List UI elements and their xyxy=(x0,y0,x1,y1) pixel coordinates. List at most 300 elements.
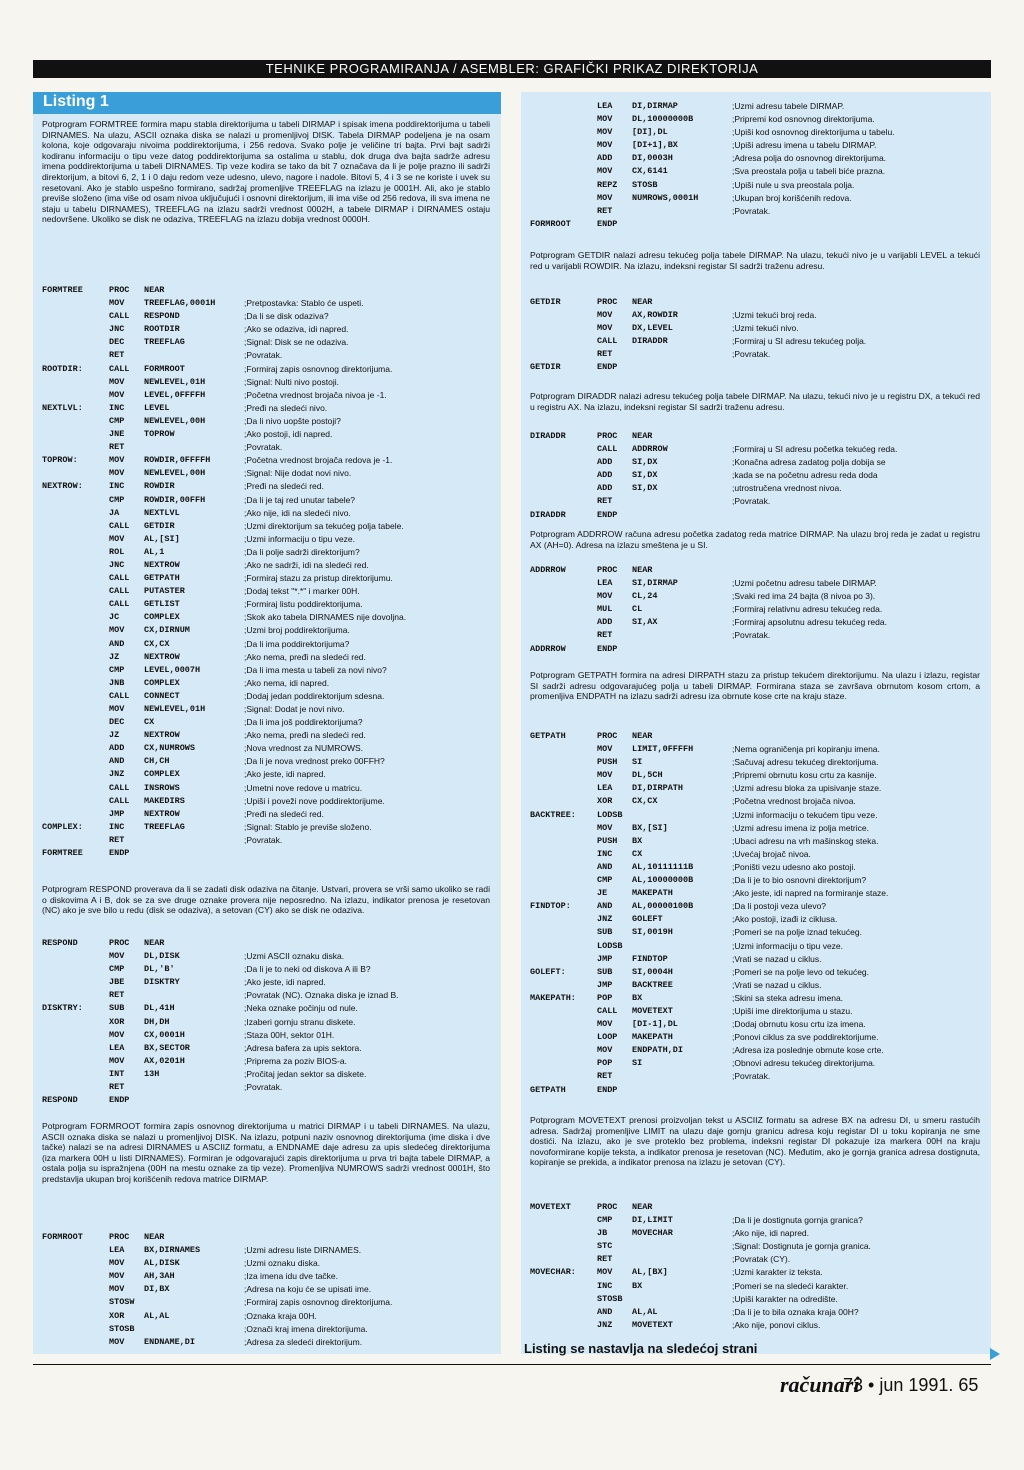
code-operand: AL,AL xyxy=(144,1310,170,1321)
code-label: GETPATH xyxy=(530,731,566,741)
code-line xyxy=(42,1029,492,1042)
code-opcode: CALL xyxy=(109,795,130,806)
code-comment: ;Uzmi adresu bloka za upisivanje staze. xyxy=(732,783,882,794)
code-label: NEXTROW: xyxy=(42,481,83,492)
code-comment: ;Povratak. xyxy=(244,442,283,453)
code-opcode: STOSB xyxy=(109,1323,135,1334)
code-line xyxy=(530,887,982,900)
code-operand: LIMIT,0FFFFH xyxy=(632,744,694,755)
code-comment: ;Formiraj u SI adresu tekućeg polja. xyxy=(732,336,867,347)
code-comment: ;Povratak. xyxy=(732,630,771,641)
code-comment: ;Da li je nova vrednost preko 00FFH? xyxy=(244,756,385,767)
code-label: DIRADDR xyxy=(530,431,566,441)
code-operand: CX,CX xyxy=(144,638,170,649)
code-operand: SI,DX xyxy=(632,470,658,481)
code-comment: ;Pripremi obrnutu kosu crtu za kasnije. xyxy=(732,770,877,781)
code-line xyxy=(42,1016,492,1029)
code-line xyxy=(42,677,492,690)
code-operand: CX,NUMROWS xyxy=(144,743,196,754)
code-comment: ;Adresa bafera za upis sektora. xyxy=(244,1042,362,1053)
code-line xyxy=(530,1018,982,1031)
code-line xyxy=(42,297,492,310)
code-label: NEXTLVL: xyxy=(42,402,83,413)
code-opcode: XOR xyxy=(109,1310,125,1321)
code-operand: AX,0201H xyxy=(144,1055,185,1066)
code-line xyxy=(42,310,492,323)
code-opcode: INC xyxy=(109,402,125,413)
code-operand: CX,0001H xyxy=(144,1029,185,1040)
code-comment: ;Signal: Dostignuta je gornja granica. xyxy=(732,1241,871,1252)
code-opcode: POP xyxy=(597,992,613,1003)
code-comment: ;Nova vrednost za NUMROWS. xyxy=(244,743,364,754)
code-opcode: ADD xyxy=(597,483,613,494)
code-operand: CX,6141 xyxy=(632,166,668,177)
code-label: GETDIR xyxy=(530,362,561,373)
code-opcode: JA xyxy=(109,507,120,518)
code-opcode: SUB xyxy=(597,966,613,977)
code-line xyxy=(42,533,492,546)
code-opcode: LEA xyxy=(109,1245,125,1256)
code-line xyxy=(530,1240,982,1253)
code-opcode: JC xyxy=(109,612,120,623)
code-line xyxy=(530,430,982,443)
code-line xyxy=(530,743,982,756)
code-opcode: CALL xyxy=(109,573,130,584)
code-opcode: MOV xyxy=(597,310,613,321)
code-comment: ;Početna vrednost brojača nivoa je -1. xyxy=(244,389,387,400)
code-opcode: INC xyxy=(109,481,125,492)
code-opcode: MOV xyxy=(109,1055,125,1066)
code-comment: ;Adresa za sledeći direktorijum. xyxy=(244,1336,363,1347)
code-operand: BX,DIRNAMES xyxy=(144,1245,201,1256)
code-comment: ;Uzmi informaciju o tipu veze. xyxy=(244,533,356,544)
code-line xyxy=(530,509,982,522)
code-opcode: CALL xyxy=(109,311,130,322)
code-line xyxy=(530,769,982,782)
paragraph-respond: Potprogram RESPOND proverava da li se zadati disk odaziva na čitanje. Ustvari, provera se vrši samo ukoliko se radi o diskovima A i B, dok se za sve druge oznake provera nije neposredno. Na izlazu, indikator prenosa je resetovan (NC) ako je sve bilo u redu (disk se odaziva), a setovan (CY) ako se disk ne odaziva. xyxy=(42,884,490,916)
code-operand: CX xyxy=(144,717,155,728)
code-line xyxy=(42,572,492,585)
code-operand: LEVEL,0FFFFH xyxy=(144,389,206,400)
code-comment: ;Nema ograničenja pri kopiranju imena. xyxy=(732,744,880,755)
code-operand: DI,DIRMAP xyxy=(632,101,678,111)
code-operand: ENDNAME,DI xyxy=(144,1336,196,1347)
code-comment: ;Formiraj u SI adresu početka tekućeg reda. xyxy=(732,444,898,455)
code-line xyxy=(42,834,492,847)
code-line xyxy=(42,323,492,336)
code-comment: ;Povratak. xyxy=(244,834,283,845)
code-block-diraddr xyxy=(530,430,982,522)
code-line xyxy=(42,1002,492,1015)
code-label: MAKEPATH: xyxy=(530,992,576,1003)
code-opcode: MOV xyxy=(109,376,125,387)
code-line xyxy=(42,467,492,480)
code-comment: ;Da li polje sadrži direktorijum? xyxy=(244,546,360,557)
code-label: MOVECHAR: xyxy=(530,1267,576,1278)
code-comment: ;Da li je to neki od diskova A ili B? xyxy=(244,964,371,975)
code-line xyxy=(530,456,982,469)
code-line xyxy=(42,598,492,611)
code-opcode: PUSH xyxy=(597,757,618,768)
code-opcode: STC xyxy=(597,1241,613,1252)
code-opcode: JNC xyxy=(109,559,125,570)
code-comment: ;Formiraj zapis osnovnog direktorijuma. xyxy=(244,363,393,374)
code-line xyxy=(42,559,492,572)
code-comment: ;Da li je to bio osnovni direktorijum? xyxy=(732,875,867,886)
code-line xyxy=(530,730,982,743)
code-opcode: RET xyxy=(597,1071,613,1082)
code-opcode: JZ xyxy=(109,651,120,662)
code-operand: STOSB xyxy=(632,179,658,190)
paragraph-getpath: Potprogram GETPATH formira na adresi DIRPATH stazu za pristup tekućem direktorijumu. Na ulazu i izlazu, registar SI sadrži adresu odgovarajućeg polja u tabeli DIRMAP. Formirana staza se završava obrnutom kosom crtom, a promenljiva ENDPATH na izlazu sadrži adresu iza obrnute kose crte na kraju staze. xyxy=(530,670,980,702)
code-opcode: JNZ xyxy=(597,1319,613,1330)
code-opcode: PROC xyxy=(597,1202,618,1212)
code-comment: ;Konačna adresa zadatog polja dobija se xyxy=(732,457,886,468)
code-opcode: MOV xyxy=(597,127,613,138)
code-line xyxy=(530,100,982,113)
code-line xyxy=(530,756,982,769)
code-operand: AH,3AH xyxy=(144,1271,175,1282)
code-comment: ;Formiraj relativnu adresu tekućeg reda. xyxy=(732,604,883,615)
code-opcode: MOV xyxy=(597,744,613,755)
code-opcode: PROC xyxy=(597,565,618,575)
code-comment: ;Upiši i poveži nove poddirektorijume. xyxy=(244,795,385,806)
code-opcode: INC xyxy=(109,821,125,832)
code-operand: COMPLEX xyxy=(144,612,180,623)
code-operand: DI,DIRPATH xyxy=(632,783,684,794)
continue-note: Listing se nastavlja na sledećoj strani xyxy=(524,1341,758,1356)
code-line xyxy=(42,507,492,520)
code-comment: ;Dodaj obrnutu kosu crtu iza imena. xyxy=(732,1019,866,1030)
code-line xyxy=(530,590,982,603)
code-operand: RESPOND xyxy=(144,311,180,322)
code-comment: ;Signal: Disk se ne odaziva. xyxy=(244,337,349,348)
code-label: COMPLEX: xyxy=(42,821,83,832)
paragraph-formroot: Potprogram FORMROOT formira zapis osnovnog direktorijuma u matrici DIRMAP i u tabeli DIRNAMES. Na ulazu, ASCII oznaka diska se nalazi u promenljivoj DISK. Na izlazu, potpuni naziv osnovnog direktorijuma (ime diska i dve tačke) nalazi se na adresi DIRNAMES u ASCIIZ formatu, a ENDNAME daje adresu za upis sledećeg direktorijuma (iza markera 00H u listi DIRNAMES). Formiran je odgovarajući zapis direktorijuma u prva tri bajta tabele DIRMAP, a ostala polja su ispražnjena (00H na mestu oznake za tip veze). Promenljiva NUMROWS sadrži vrednost 0001H, što predstavlja ukupan broj korišćenih redova matrice DIRMAP. xyxy=(42,1121,490,1184)
code-operand: BX,[SI] xyxy=(632,822,668,833)
code-comment: ;Adresa iza poslednje obrnute kose crte. xyxy=(732,1045,884,1056)
code-line xyxy=(42,976,492,989)
code-comment: ;Da li ima poddirektorijuma? xyxy=(244,638,350,649)
code-comment: ;Povratak. xyxy=(244,350,283,361)
code-operand: AL,AL xyxy=(632,1306,658,1317)
code-line xyxy=(42,716,492,729)
code-operand: NEAR xyxy=(144,938,165,948)
code-label: GOLEFT: xyxy=(530,966,566,977)
code-comment: ;Uzmi informaciju o tekućem tipu veze. xyxy=(732,809,878,820)
code-operand: SI xyxy=(632,1058,643,1069)
code-opcode: MOV xyxy=(597,166,613,177)
code-line xyxy=(530,1057,982,1070)
code-comment: ;Formiraj stazu za pristup direktorijumu. xyxy=(244,573,393,584)
code-line xyxy=(530,822,982,835)
code-opcode: CMP xyxy=(109,964,125,975)
code-label: FORMTREE xyxy=(42,285,83,295)
code-line xyxy=(530,874,982,887)
code-label: BACKTREE: xyxy=(530,809,576,820)
magazine-logo: računari xyxy=(780,1372,860,1397)
code-operand: CH,CH xyxy=(144,756,170,767)
code-opcode: RET xyxy=(109,990,125,1001)
code-comment: ;Uzmi tekući nivo. xyxy=(732,323,799,334)
code-comment: ;Signal: Stablo je previše složeno. xyxy=(244,821,372,832)
code-line xyxy=(530,1044,982,1057)
code-opcode: CMP xyxy=(597,1215,613,1226)
code-line xyxy=(42,1310,492,1323)
code-line xyxy=(530,309,982,322)
code-operand: NEWLEVEL,00H xyxy=(144,415,206,426)
code-comment: ;Da li je to bila oznaka kraja 00H? xyxy=(732,1306,859,1317)
code-operand: LEVEL,0007H xyxy=(144,664,201,675)
code-comment: ;Ako nije, ponovi ciklus. xyxy=(732,1319,821,1330)
code-line xyxy=(42,1296,492,1309)
code-comment: ;Ako jeste, idi napred. xyxy=(244,769,326,780)
code-line xyxy=(42,624,492,637)
code-line xyxy=(42,454,492,467)
code-comment: ;Signal: Nije dodat novi nivo. xyxy=(244,468,352,479)
code-line xyxy=(530,139,982,152)
code-line xyxy=(42,782,492,795)
code-operand: DH,DH xyxy=(144,1016,170,1027)
code-opcode: JNE xyxy=(109,429,125,440)
code-block-getpath xyxy=(530,730,982,1097)
code-line xyxy=(42,1068,492,1081)
code-line xyxy=(42,363,492,376)
listing-banner xyxy=(33,92,501,114)
code-line xyxy=(42,546,492,559)
code-line xyxy=(42,520,492,533)
code-opcode: MOV xyxy=(597,192,613,203)
code-opcode: MOV xyxy=(109,1258,125,1269)
code-line xyxy=(42,1257,492,1270)
code-line xyxy=(42,402,492,415)
code-line xyxy=(530,1227,982,1240)
code-block-addrrow xyxy=(530,564,982,656)
code-opcode: MOV xyxy=(109,625,125,636)
paragraph-diraddr: Potprogram DIRADDR nalazi adresu tekućeg polja tabele DIRMAP. Na ulazu, tekući nivo je u registru DX, a tekući red u registru AX. Na izlazu, indeksni registar SI sadrži traženu adresu. xyxy=(530,391,980,412)
code-opcode: JNZ xyxy=(109,769,125,780)
code-comment: ;Da li se disk odaziva? xyxy=(244,311,329,322)
code-operand: COMPLEX xyxy=(144,769,180,780)
code-operand: CL xyxy=(632,604,643,615)
code-comment: ;Obnovi adresu tekućeg direktorijuma. xyxy=(732,1058,876,1069)
code-comment: ;Pređi na sledeći nivo. xyxy=(244,402,328,413)
code-opcode: POP xyxy=(597,1058,613,1069)
code-opcode: JE xyxy=(597,888,608,899)
code-comment: ;Uzmi karakter iz teksta. xyxy=(732,1267,823,1278)
code-opcode: MOV xyxy=(109,704,125,714)
code-operand: ROOTDIR xyxy=(144,324,180,335)
code-operand: AX,ROWDIR xyxy=(632,310,678,321)
code-comment: ;Umetni nove redove u matricu. xyxy=(244,782,363,793)
code-comment: ;Signal: Dodat je novi nivo. xyxy=(244,704,345,714)
code-line xyxy=(530,1214,982,1227)
code-line xyxy=(530,179,982,192)
listing-title: Listing 1 xyxy=(43,93,109,110)
code-comment: ;Skini sa steka adresu imena. xyxy=(732,992,844,1003)
code-comment: ;Povratak (NC). Oznaka diska je iznad B. xyxy=(244,990,399,1001)
code-comment: ;Signal: Nulti nivo postoji. xyxy=(244,376,339,387)
code-comment: ;Pročitaj jedan sektor sa diskete. xyxy=(244,1068,367,1079)
code-opcode: JZ xyxy=(109,730,120,741)
code-comment: ;Ako postoji, izađi iz ciklusa. xyxy=(732,914,838,925)
code-opcode: RET xyxy=(597,205,613,216)
code-comment: ;Pretpostavka: Stablo će uspeti. xyxy=(244,298,364,309)
code-comment: ;Ako nema, idi napred. xyxy=(244,677,330,688)
code-comment: ;Da li ima mesta u tabeli za novi nivo? xyxy=(244,664,387,675)
code-opcode: XOR xyxy=(597,796,613,807)
code-line xyxy=(42,1231,492,1244)
code-operand: GOLEFT xyxy=(632,914,663,925)
code-line xyxy=(530,152,982,165)
code-opcode: LODSB xyxy=(597,940,623,951)
code-operand: LEVEL xyxy=(144,402,170,413)
code-operand: BX xyxy=(632,1280,643,1291)
code-line xyxy=(42,389,492,402)
code-comment: ;Oznaka kraja 00H. xyxy=(244,1310,317,1321)
code-line xyxy=(530,1084,982,1097)
code-label: TOPROW: xyxy=(42,455,78,466)
page-info: 73 • jun 1991. 65 xyxy=(843,1375,979,1395)
code-line xyxy=(42,742,492,755)
code-line xyxy=(530,913,982,926)
code-opcode: MOV xyxy=(109,389,125,400)
code-opcode: STOSB xyxy=(597,1293,623,1304)
code-operand: DIRADDR xyxy=(632,336,668,347)
code-comment: ;Početna vrednost brojača redova je -1. xyxy=(244,455,393,466)
code-line xyxy=(42,638,492,651)
code-operand: NEAR xyxy=(144,1232,165,1242)
code-line xyxy=(530,1280,982,1293)
code-comment: ;Pomeri se na polje levo od tekućeg. xyxy=(732,966,870,977)
code-comment: ;Ponovi ciklus za sve poddirektorijume. xyxy=(732,1032,879,1043)
code-operand: MAKEPATH xyxy=(632,888,673,899)
code-operand: CONNECT xyxy=(144,690,180,701)
code-line xyxy=(530,809,982,822)
code-operand: AL,10000000B xyxy=(632,875,694,886)
code-comment: ;Uzmi ASCII oznaku diska. xyxy=(244,951,345,962)
code-operand: ROWDIR,00FFH xyxy=(144,494,206,505)
code-operand: CX,DIRNUM xyxy=(144,625,190,636)
code-comment: ;Povratak. xyxy=(732,205,771,216)
code-operand: CL,24 xyxy=(632,591,658,602)
code-opcode: RET xyxy=(597,630,613,641)
code-line xyxy=(530,577,982,590)
code-opcode: ADD xyxy=(597,457,613,468)
code-opcode: CALL xyxy=(109,599,130,610)
code-line xyxy=(530,1266,982,1279)
code-operand: NEXTROW xyxy=(144,730,180,741)
code-comment: ;Uzmi adresu tabele DIRMAP. xyxy=(732,101,845,111)
code-opcode: MOV xyxy=(597,1267,613,1278)
code-opcode: MOV xyxy=(597,822,613,833)
code-opcode: MOV xyxy=(597,770,613,781)
code-opcode: LODSB xyxy=(597,809,623,820)
code-operand: ENDPATH,DI xyxy=(632,1045,684,1056)
code-opcode: ENDP xyxy=(597,509,618,520)
paragraph-formtree: Potprogram FORMTREE formira mapu stabla direktorijuma u tabeli DIRMAP i spisak imena poddirektorijuma u tabeli DIRNAMES. Na ulazu, ASCII oznaka diska se nalazi u promenljivoj DISK. Tabela DIRMAP podeljena je na osam kolona, koje odgovaraju nivoima poddirektorijuma, i 256 redova. Svako polje je veličine tri bajta. Prvi bajt sadrži kodiranu informaciju o tipu veze datog poddirektorijuma sa ostalima u stablu, dok druga dva bajta sadrže adresu imena poddirektorijuma u tabeli DIRNAMES. Tip veze kodira se tako da bit 7 označava da li je polje prazno ili sadrži direktorijum, a bitovi 6, 2, 1 i 0 daju redom veze udesno, ulevo, nagore i nadole. Bitovi 5, 4 i 3 se ne koriste i uvek su resetovani. Ako je stablo uspešno formirano, sadržaj promenljive TREEFLAG na izlazu je 0001H. Ali, ako je stablo previše složeno (ima više od osam nivoa uključujući i osnovni direktorijum, ili ima više od 256 redova, ili sva imena ne staju u tabelu DIRNAMES), TREEFLAG na izlazu sadrži vrednost 0002H, a tabele DIRMAP i DIRNAMES ostaju nedovršene. Ukoliko se disk ne odaziva, TREEFLAG na izlazu dobija vrednost 0000H. xyxy=(42,119,490,225)
code-opcode: CALL xyxy=(597,444,618,455)
code-comment: ;Ako nije, idi napred. xyxy=(732,1228,810,1239)
code-operand: AL,00000100B xyxy=(632,901,694,912)
code-comment: ;Skok ako tabela DIRNAMES nije dovoljna. xyxy=(244,612,407,623)
code-operand: ROWDIR xyxy=(144,481,175,492)
code-comment: ;Upiši kod osnovnog direktorijuma u tabelu. xyxy=(732,127,895,138)
code-comment: ;Pređi na sledeći red. xyxy=(244,808,324,819)
code-comment: ;Ako ne sadrži, idi na sledeći red. xyxy=(244,559,369,570)
code-comment: ;Izaberi gornju stranu diskete. xyxy=(244,1016,356,1027)
code-opcode: STOSW xyxy=(109,1297,135,1308)
code-comment: ;Da li ima još poddirektorijuma? xyxy=(244,717,363,728)
code-operand: MOVETEXT xyxy=(632,1005,673,1016)
code-opcode: CMP xyxy=(109,415,125,426)
code-line xyxy=(42,1283,492,1296)
code-opcode: LEA xyxy=(597,578,613,589)
code-comment: ;Formiraj listu poddirektorijuma. xyxy=(244,599,363,610)
code-opcode: MOV xyxy=(109,1271,125,1282)
code-comment: ;Uzmi adresu liste DIRNAMES. xyxy=(244,1245,362,1256)
code-comment: ;Da li je taj red unutar tabele? xyxy=(244,494,356,505)
code-line xyxy=(42,1055,492,1068)
code-operand: TREEFLAG xyxy=(144,821,185,832)
code-operand: CX,CX xyxy=(632,796,658,807)
code-opcode: CALL xyxy=(109,520,130,531)
code-line xyxy=(530,940,982,953)
code-comment: ;Adresa polja do osnovnog direktorijuma. xyxy=(732,153,887,164)
code-opcode: CALL xyxy=(109,782,130,793)
code-comment: ;Uzmi direktorijum sa tekućeg polja tabele. xyxy=(244,520,404,531)
code-opcode: MOV xyxy=(597,591,613,602)
code-operand: BACKTREE xyxy=(632,979,673,990)
code-opcode: LEA xyxy=(597,783,613,794)
code-operand: NEWLEVEL,01H xyxy=(144,376,206,387)
code-opcode: CALL xyxy=(109,586,130,597)
code-line xyxy=(42,989,492,1002)
code-opcode: JMP xyxy=(109,808,125,819)
code-opcode: AND xyxy=(597,1306,613,1317)
code-block-getdir xyxy=(530,296,982,375)
code-opcode: RET xyxy=(597,1254,613,1265)
code-comment: ;Neka oznake počinju od nule. xyxy=(244,1003,358,1014)
code-block-formroot-cont xyxy=(530,100,982,231)
code-operand: SI,AX xyxy=(632,617,658,628)
code-operand: NEXTROW xyxy=(144,808,180,819)
code-label: DISKTRY: xyxy=(42,1003,83,1014)
code-line xyxy=(530,1201,982,1214)
code-opcode: MOV xyxy=(597,1045,613,1056)
code-line xyxy=(42,1081,492,1094)
code-opcode: ENDP xyxy=(109,1095,130,1106)
code-opcode: RET xyxy=(109,442,125,453)
code-opcode: ADD xyxy=(597,617,613,628)
paragraph-getdir: Potprogram GETDIR nalazi adresu tekućeg polja tabele DIRMAP. Na ulazu, tekući nivo je u varijabli LEVEL a tekući red u varijabli ROWDIR. Na izlazu, indeksni registar SI sadrži traženu adresu. xyxy=(530,250,980,271)
code-operand: [DI-1],DL xyxy=(632,1019,678,1030)
code-comment: ;Ako postoji, idi napred. xyxy=(244,429,333,440)
code-operand: DL,DISK xyxy=(144,951,180,962)
code-opcode: JNC xyxy=(109,324,125,335)
code-opcode: JBE xyxy=(109,977,125,988)
code-opcode: ENDP xyxy=(597,1084,618,1095)
code-opcode: AND xyxy=(597,861,613,872)
code-operand: DI,LIMIT xyxy=(632,1215,673,1226)
code-line xyxy=(42,950,492,963)
code-line xyxy=(530,603,982,616)
code-opcode: JMP xyxy=(597,953,613,964)
code-label: MOVETEXT xyxy=(530,1202,571,1212)
code-opcode: INC xyxy=(597,848,613,859)
code-opcode: JMP xyxy=(597,979,613,990)
code-operand: TREEFLAG xyxy=(144,337,185,348)
